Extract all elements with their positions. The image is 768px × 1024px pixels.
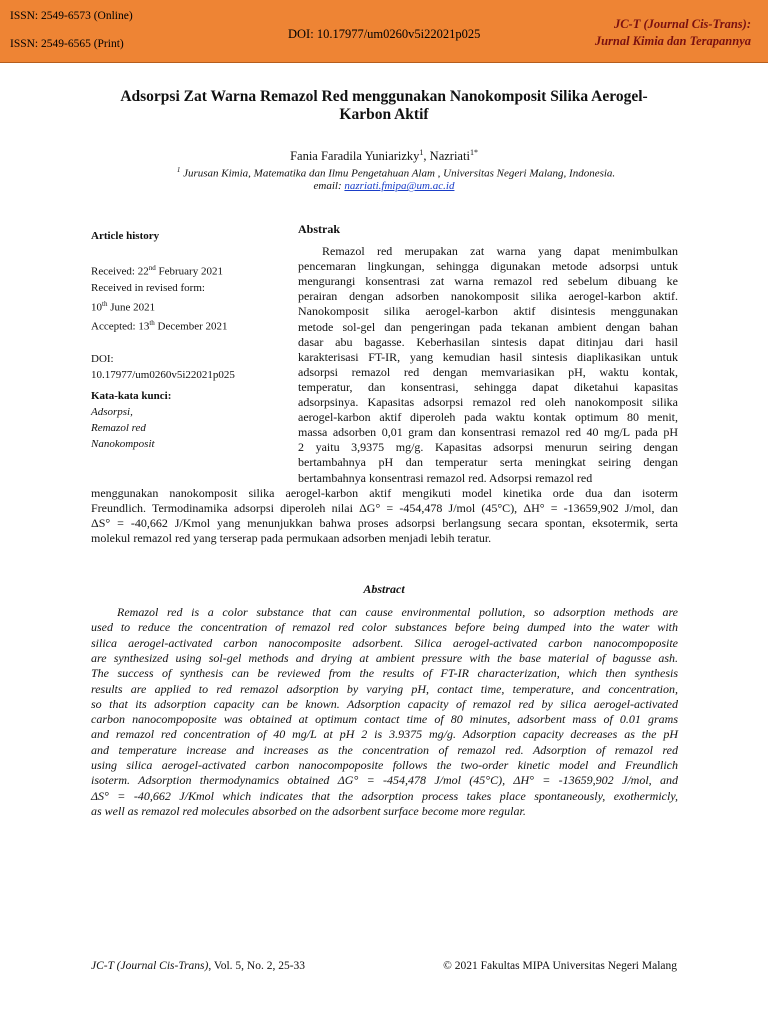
text-line: silica aerogel-activated carbon nanocomposite adsorbent. Silica aerogel-activated carbon nanocompoposite: [91, 635, 678, 650]
accepted-date: Accepted: 13th December 2021: [91, 319, 228, 333]
text-line: used to reduce the concentration of remazol red color substances before being dumped into the water with: [91, 620, 678, 635]
keyword-item: Adsorpsi,: [91, 406, 133, 418]
keyword-item: Remazol red: [91, 422, 146, 434]
text-line: isoterm. Adsorption thermodynamics obtained ΔG° = -454,478 J/mol (45°C), ΔH° = -13659,902 J/mol, and: [91, 773, 678, 788]
journal-name-line1: JC-T (Journal Cis-Trans):: [613, 17, 751, 31]
paper-title: Adsorpsi Zat Warna Remazol Red menggunakan Nanokomposit Silika Aerogel-Karbon Aktif: [120, 88, 648, 123]
text-line: menggunakan nanokomposit silika aerogel-karbon aktif mengikuti model kinetika orde dua dan isoterm: [91, 486, 678, 500]
text-line: and temperature increase and increases as the concentration of remazol red. Adsorption of remazol red: [91, 742, 678, 757]
received-date: Received: 22nd February 2021: [91, 264, 223, 278]
text-line: ΔS° = -40,662 J/Kmol yang menunjukkan bahwa proses adsorpsi berlangsung secara spontan, eksotermik, serta: [91, 516, 678, 531]
text-line: adsorpsinya. Kapasitas adsorpsi remazol red oleh nanokomposit silika: [298, 395, 678, 409]
journal-name: [595, 16, 751, 50]
text-line: Freundlich. Termodinamika adsorpsi diperoleh nilai ΔG° = -454,478 J/mol (45°C), ΔH° = -13659,902 J/mol, dan: [91, 501, 678, 516]
affiliation: [0, 166, 768, 180]
footer-copyright: © 2021 Fakultas MIPA Universitas Negeri Malang: [443, 960, 677, 972]
author-name: Fania Faradila Yuniarizky: [290, 149, 420, 164]
article-history-heading: Article history: [91, 230, 160, 242]
footer-citation: [91, 960, 305, 972]
doi-value[interactable]: 10.17977/um0260v5i22021p025: [91, 368, 235, 381]
text-line: temperatur, dan konsentrasi, sehingga dapat diketahui kapasitas: [298, 379, 678, 394]
text-line: perairan dengan adsorben nanokomposit silika aerogel-karbon aktif.: [298, 289, 678, 304]
text-line: and remazol red concentration of 40 mg/L at pH 2 is 3.9375 mg/g. Adsorption capacity decreases as the pH: [91, 727, 678, 742]
affiliation-text: Jurusan Kimia, Matematika dan Ilmu Pengetahuan Alam , Universitas Negeri Malang, Indonesia.: [183, 167, 616, 180]
journal-name-line2: Jurnal Kimia dan Terapannya: [594, 34, 751, 48]
text-line: aerogel-karbon aktif diperoleh pada waktu kontak optimum 80 menit,: [298, 410, 678, 425]
text-line: pencemaran lingkungan, sehingga digunakan metode adsorpsi untuk: [298, 259, 678, 274]
text-line: adsorpsi remazol red dengan memvariasikan pH, waktu kontak,: [298, 364, 678, 379]
issn-online: ISSN: 2549-6573 (Online): [10, 10, 133, 22]
abstract-heading: Abstract: [363, 582, 405, 596]
revised-date: 10th June 2021: [91, 299, 156, 314]
corresponding-email: [0, 180, 768, 192]
text-line: mengurangi konsentrasi zat warna remazol red sebelum dibuang ke: [298, 274, 678, 289]
text-line: Remazol red is a color substance that can cause environmental pollution, so adsorption methods are: [117, 605, 678, 619]
author-affiliation-mark: 1: [419, 148, 424, 157]
footer-journal-name: JC-T (Journal Cis-Trans): [91, 960, 209, 972]
text-line: karakterisasi FT-IR, yang kemudian hasil sintesis diaplikasikan untuk: [298, 349, 678, 364]
text-line: bertambahnya konsentrasi remazol red. Adsorpsi remazol red: [298, 470, 593, 485]
email-link[interactable]: nazriati.fmipa@um.ac.id: [344, 180, 455, 192]
keywords: [91, 388, 291, 452]
abstrak-heading: Abstrak: [298, 222, 341, 236]
text-line: Remazol red merupakan zat warna yang dapat menimbulkan: [322, 244, 678, 258]
revised-label: Received in revised form:: [91, 281, 205, 294]
text-line: bertambahnya pH dan temperatur serta meningkat seiring dengan: [298, 455, 678, 470]
text-line: 2 yaitu 3,9375 mg/g. Kapasitas adsorpsi menurun seiring dengan: [298, 440, 678, 455]
author-name: Nazriati: [429, 149, 470, 164]
text-line: using silica aerogel-activated carbon nanocompoposite follows the two-order kinetic model and Freundlich: [91, 758, 678, 772]
email-label: email:: [313, 180, 345, 192]
text-line: massa adsorben 0,01 gram dan konsentrasi remazol red 40 mg/L pada pH: [298, 425, 678, 440]
text-line: so that its adsorption capacity can be known. Adsorption capacity of remazol red by silica aerogel-activated: [91, 696, 678, 711]
text-line: metode sol-gel dan pengeringan pada tekanan ambient dengan bahan: [298, 319, 678, 334]
text-line: The success of synthesis can be reviewed from the results of FT-IR characterization, which then synthesis: [91, 666, 678, 681]
text-line: dasar abu bagasse. Keberhasilan sintesis dapat ditinjau dari hasil: [298, 334, 678, 349]
doi-label: DOI:: [91, 352, 114, 365]
article-history: [91, 228, 291, 383]
author-list: [0, 148, 768, 164]
text-line: molekul remazol red yang terserap pada permukaan adsorben menjadi lebih teratur.: [91, 531, 492, 546]
affiliation-mark: 1: [176, 166, 181, 174]
text-line: Nanokomposit silika aerogel-karbon aktif disintesis menggunakan: [298, 304, 678, 319]
author-separator: ,: [423, 149, 430, 164]
text-line: carbon nanocompoposite was obtained at optimum contact time of 80 minutes, adsorbent mass of 0.01 grams: [91, 712, 678, 727]
text-line: as well as remazol red molecules absorbed on the adsorbent surface become more regular.: [91, 803, 526, 818]
footer-volume: , Vol. 5, No. 2, 25-33: [208, 960, 306, 972]
author-affiliation-mark: 1*: [469, 148, 478, 157]
text-line: ΔS° = -40,662 J/Kmol which indicates that the adsorption process takes place spontaneously, exothermicly,: [91, 788, 678, 803]
text-line: results are applied to red remazol adsorption by varying pH, contact time, temperature, and concentration,: [91, 681, 678, 696]
text-line: are synthesized using sol-gel methods and drying at ambient pressure with the base material of bagusse ash.: [91, 650, 678, 665]
journal-header-bar: [0, 0, 768, 63]
keywords-heading: Kata-kata kunci:: [91, 390, 172, 402]
keyword-item: Nanokomposit: [91, 438, 155, 450]
issn-print: ISSN: 2549-6565 (Print): [10, 38, 124, 50]
header-doi[interactable]: DOI: 10.17977/um0260v5i22021p025: [288, 27, 481, 41]
